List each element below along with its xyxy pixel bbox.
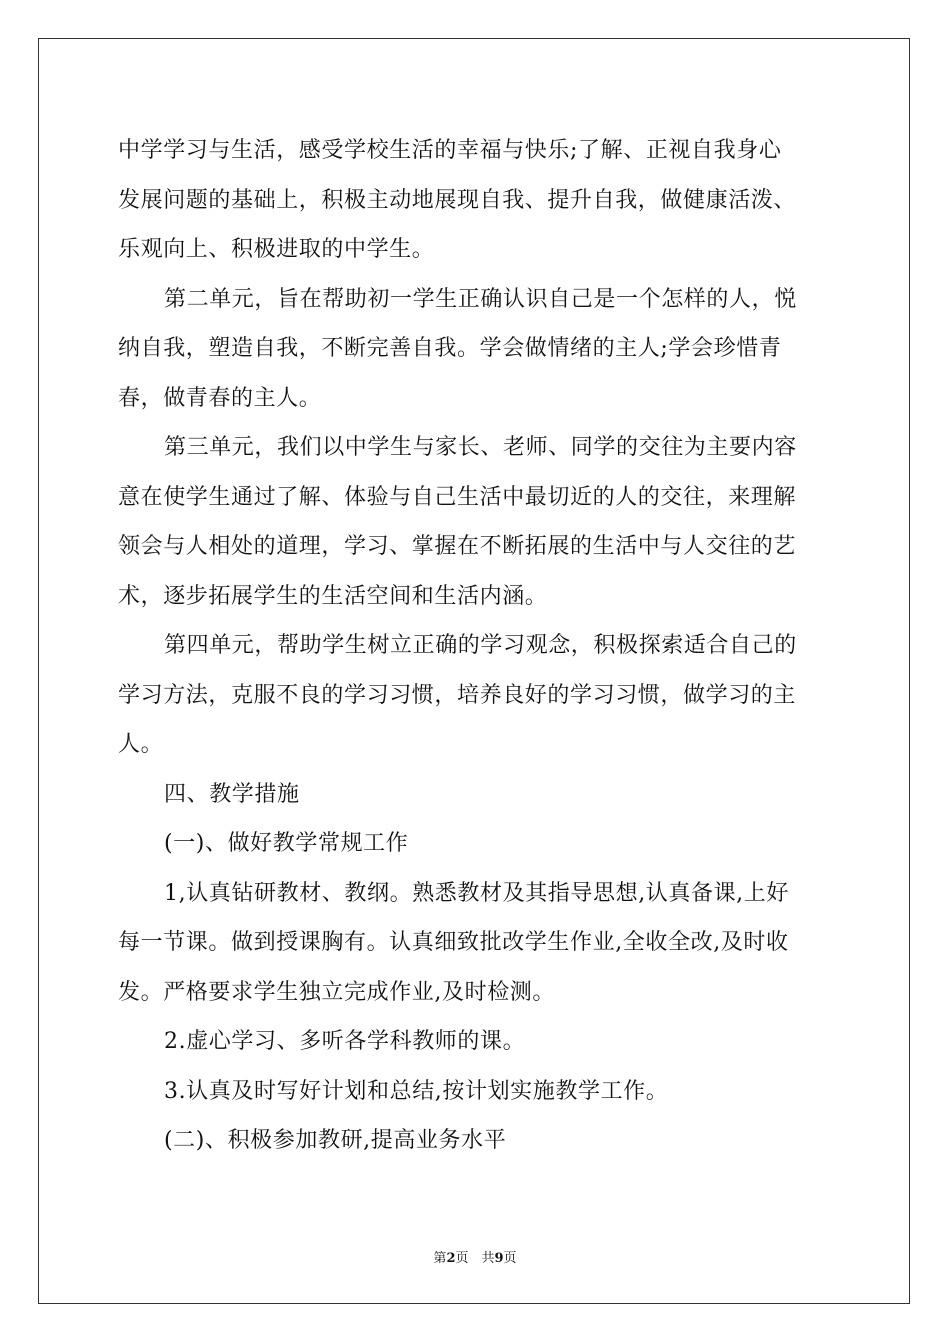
text-line: 意在使学生通过了解、体验与自己生活中最切近的人的交往，来理解: [118, 484, 797, 510]
text-line: 领会与人相处的道理，学习、掌握在不断拓展的生活中与人交往的艺: [118, 534, 797, 559]
text-line: 第二单元，旨在帮助初一学生正确认识自己是一个怎样的人，悦: [164, 286, 797, 312]
text-line: 乐观向上、积极进取的中学生。: [118, 237, 435, 262]
page-footer: [0, 1247, 950, 1266]
current-page-number: 2: [446, 1251, 456, 1266]
text-line: 2.虚心学习、多听各学科教师的课。: [164, 1029, 526, 1054]
text-line: 发展问题的基础上，积极主动地展现自我、提升自我，做健康活泼、: [118, 187, 797, 213]
text-line: 术，逐步拓展学生的生活空间和生活内涵。: [118, 583, 548, 609]
total-pages-number: 9: [494, 1251, 504, 1266]
text-line: 3.认真及时写好计划和总结,按计划实施教学工作。: [164, 1078, 669, 1104]
text-line: 1,认真钻研教材、教纲。熟悉教材及其指导思想,认真备课,上好: [164, 880, 789, 906]
text-line: 中学学习与生活，感受学校生活的幸福与快乐;了解、正视自我身心: [118, 138, 782, 163]
text-line: 纳自我，塑造自我，不断完善自我。学会做情绪的主人;学会珍惜青: [118, 336, 782, 361]
text-line: 人。: [118, 732, 164, 757]
footer-mid: 页 共: [455, 1251, 495, 1266]
text-line: 学习方法，克服不良的学习习惯，培养良好的学习习惯，做学习的主: [118, 682, 797, 708]
subsection-heading: (一)、做好教学常规工作: [164, 831, 409, 856]
text-line: 每一节课。做到授课胸有。认真细致批改学生作业,全收全改,及时收: [118, 930, 789, 955]
document-body: [118, 126, 842, 1166]
footer-prefix: 第: [433, 1251, 447, 1266]
section-heading: 四、教学措施: [164, 781, 300, 807]
footer-suffix: 页: [503, 1251, 517, 1266]
subsection-heading: (二)、积极参加教研,提高业务水平: [164, 1128, 507, 1153]
text-line: 第四单元，帮助学生树立正确的学习观念，积极探索适合自己的: [164, 633, 797, 658]
text-line: 春，做青春的主人。: [118, 385, 322, 411]
text-line: 发。严格要求学生独立完成作业,及时检测。: [118, 979, 555, 1005]
text-line: 第三单元，我们以中学生与家长、老师、同学的交往为主要内容: [164, 435, 797, 460]
